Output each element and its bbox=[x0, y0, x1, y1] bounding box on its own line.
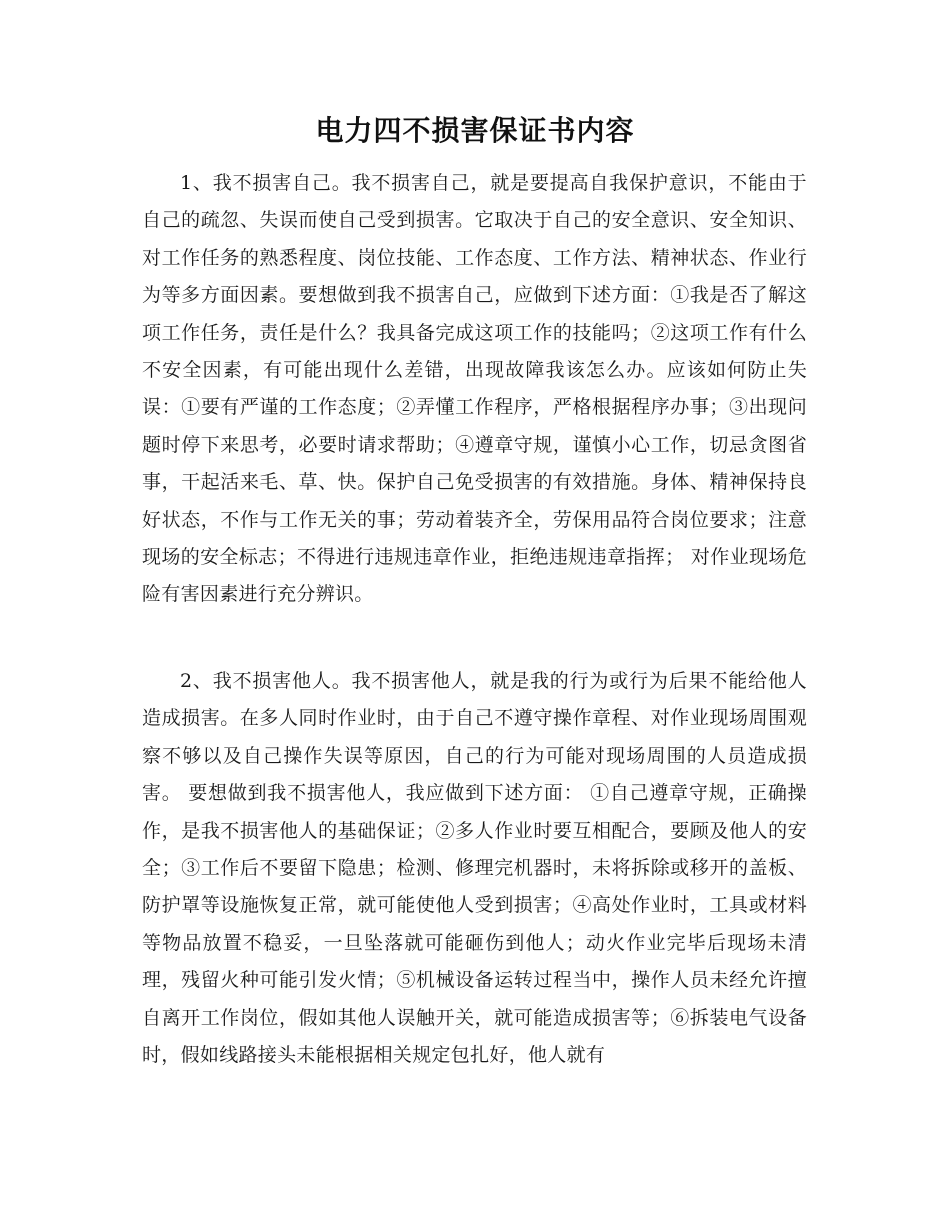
paragraph-not-harm-others: 2、我不损害他人。我不损害他人，就是我的行为或行为后果不能给他人造成损害。在多人同时作业时，由于自己不遵守操作章程、对作业现场周围观察不够以及自己操作失误等原因，自己的行为可能对现场周围的人员造成损害。 要想做到我不损害他人，我应做到下述方面： ①自己遵章守规，正确操作，是我不损害他人的基础保证；②多人作业时要互相配合，要顾及他人的安全；③工作后不要留下隐患；检测、修理完机器时，未将拆除或移开的盖板、防护罩等设施恢复正常，就可能使他人受到损害；④高处作业时，工具或材料等物品放置不稳妥，一旦坠落就可能砸伤到他人；动火作业完毕后现场未清理，残留火种可能引发火情；⑤机械设备运转过程当中，操作人员未经允许擅自离开工作岗位，假如其他人误触开关，就可能造成损害等；⑥拆装电气设备时，假如线路接头未能根据相关规定包扎好，他人就有 bbox=[142, 670, 807, 1067]
document-title: 电力四不损害保证书内容 bbox=[315, 114, 635, 147]
paragraph-not-harm-self: 1、我不损害自己。我不损害自己，就是要提高自我保护意识，不能由于自己的疏忽、失误而使自己受到损害。它取决于自己的安全意识、安全知识、对工作任务的熟悉程度、岗位技能、工作态度、工作方法、精神状态、作业行为等多方面因素。要想做到我不损害自己，应做到下述方面：①我是否了解这项工作任务，责任是什么？我具备完成这项工作的技能吗；②这项工作有什么不安全因素，有可能出现什么差错，出现故障我该怎么办。应该如何防止失误：①要有严谨的工作态度；②弄懂工作程序，严格根据程序办事；③出现问题时停下来思考，必要时请求帮助；④遵章守规，谨慎小心工作，切忌贪图省事，干起活来毛、草、快。保护自己免受损害的有效措施。身体、精神保持良好状态，不作与工作无关的事；劳动着装齐全，劳保用品符合岗位要求；注意现场的安全标志；不得进行违规违章作业，拒绝违规违章指挥； 对作业现场危险有害因素进行充分辨识。 bbox=[142, 172, 807, 606]
